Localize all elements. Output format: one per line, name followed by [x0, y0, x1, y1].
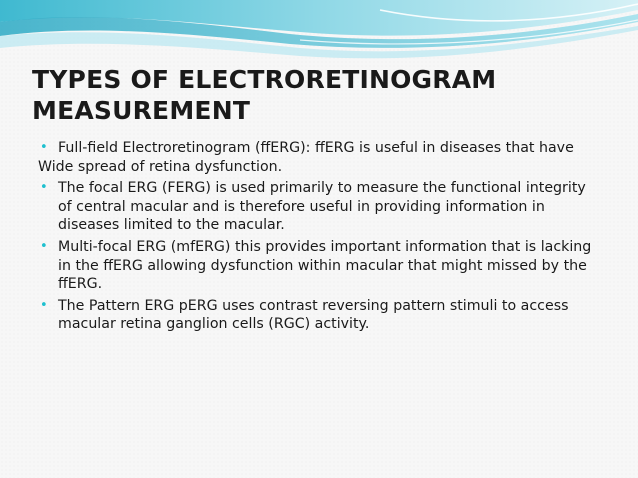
continuation-line [38, 158, 603, 177]
bullet-dot-icon: • [40, 238, 48, 254]
bullet-dot-icon: • [40, 140, 48, 155]
bullet-text: The Pattern ERG pERG uses contrast reversing pattern stimuli to access macular retina ganglion cells (RGC) activity. [58, 297, 569, 333]
bullet-text: Multi-focal ERG (mfERG) this provides important information that is lacking in the ffERG allowing dysfunction within macular that might missed by the ffERG. [58, 238, 592, 293]
bullet-dot-icon: • [40, 180, 48, 196]
bullet-text: The focal ERG (FERG) is used primarily to measure the functional integrity of central macular and is therefore useful in providing information in diseases limited to the macular. [58, 180, 586, 234]
bullet-item [38, 238, 603, 294]
bullet-dot-icon: • [40, 297, 48, 313]
bullet-item [38, 139, 603, 158]
bullet-text: Wide spread of retina dysfunction. [38, 158, 283, 175]
slide-title-line-2: MEASUREMENT [32, 96, 251, 125]
bullet-list [38, 139, 603, 334]
bullet-item [38, 297, 603, 334]
slide-title [32, 64, 612, 126]
bullet-item [38, 179, 603, 235]
bullet-text: Full-field Electroretinogram (ffERG): ffERG is useful in diseases that have [58, 140, 574, 156]
slide-title-line-1: TYPES OF ELECTRORETINOGRAM [32, 65, 497, 94]
